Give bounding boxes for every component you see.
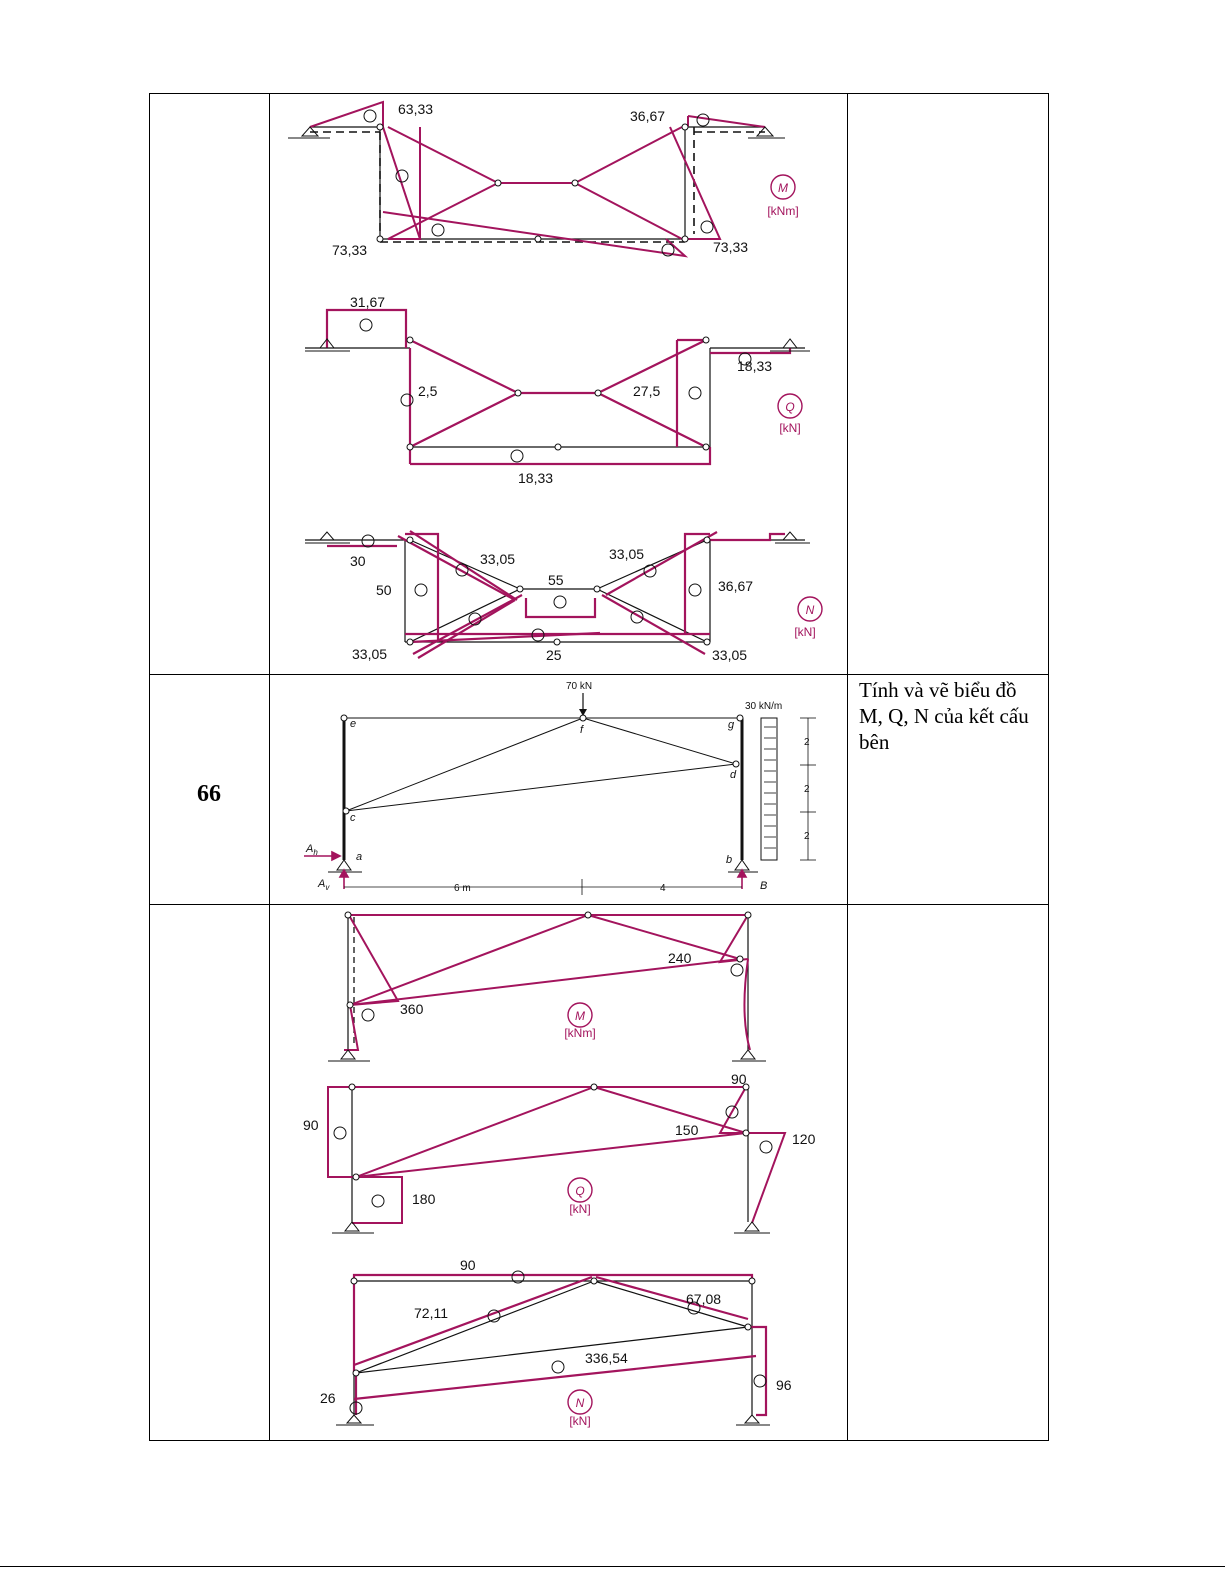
normal-force-diagram [305, 531, 822, 663]
node-label: c [350, 812, 356, 824]
value-label: 336,54 [585, 1350, 628, 1366]
diagram-symbol: Q [785, 400, 795, 414]
moment-diagram [288, 101, 799, 258]
value-label: 18,33 [737, 358, 773, 374]
unit-label: [kNm] [767, 204, 799, 218]
previous-exercise-diagrams [270, 94, 846, 674]
distributed-load-label: 30 kN/m [745, 701, 783, 712]
value-label: 90 [303, 1117, 319, 1133]
value-label: 36,67 [718, 578, 754, 594]
hinge-markers [407, 537, 710, 645]
value-label: 26 [320, 1390, 336, 1406]
diagram-symbol: M [778, 181, 788, 195]
span-dimension-lines [344, 879, 742, 895]
value-label: 30 [350, 553, 366, 569]
normal-force-diagram [320, 1257, 792, 1428]
reaction-label: $A_h$ [306, 843, 318, 857]
value-label: 18,33 [518, 470, 554, 486]
table-border-left [149, 93, 150, 1441]
exercise-number: 66 [197, 781, 221, 807]
value-label: 67,08 [686, 1291, 722, 1307]
value-label: 120 [792, 1131, 816, 1147]
value-label: 73,33 [332, 242, 368, 258]
diagram-symbol: N [805, 603, 815, 617]
diagram-symbol: M [575, 1009, 585, 1023]
page-footer-rule [0, 1566, 1225, 1567]
dimension-label: 2 [804, 737, 810, 748]
unit-label: [kN] [779, 421, 801, 435]
support-symbols [328, 1050, 766, 1061]
support-symbols [328, 860, 758, 872]
value-label: 50 [376, 582, 392, 598]
reaction-label: $A_v$ [318, 878, 330, 892]
support-symbols [336, 1415, 770, 1425]
distributed-load [761, 718, 777, 860]
moment-diagram [328, 912, 766, 1061]
reaction-arrows [304, 852, 746, 889]
value-label: 240 [668, 950, 692, 966]
value-label: 150 [675, 1122, 699, 1138]
support-symbols [305, 532, 810, 543]
node-label: e [350, 718, 357, 730]
distributed-load-arrows [764, 727, 776, 848]
node-label: d [730, 769, 737, 781]
diagram-symbol: Q [575, 1184, 585, 1198]
dimension-label: 4 [660, 883, 666, 894]
table-border-bottom [149, 1440, 1049, 1441]
dimension-label: 2 [804, 784, 810, 795]
unit-label: [kN] [569, 1414, 591, 1428]
value-label: 55 [548, 572, 564, 588]
exercise-66-diagrams [270, 905, 846, 1440]
node-label: a [356, 851, 363, 863]
exercise-66-structure [270, 675, 846, 903]
support-symbols [305, 339, 810, 351]
unit-label: [kNm] [564, 1026, 596, 1040]
shear-shape [327, 310, 790, 464]
value-label: 360 [400, 1001, 424, 1017]
value-label: 90 [460, 1257, 476, 1273]
shear-diagram [303, 1071, 816, 1233]
hinge-markers [341, 715, 743, 814]
unit-label: [kN] [569, 1202, 591, 1216]
value-label: 25 [546, 647, 562, 663]
value-label: 33,05 [352, 646, 388, 662]
value-label: 63,33 [398, 101, 434, 117]
value-label: 33,05 [609, 546, 645, 562]
shear-shape [328, 1087, 785, 1223]
node-label: b [726, 854, 733, 866]
value-label: 180 [412, 1191, 436, 1207]
shear-diagram [305, 294, 810, 486]
reaction-label: B [760, 880, 768, 892]
frame-structure [305, 348, 805, 447]
diagram-symbol: N [575, 1396, 585, 1410]
sign-circles [362, 535, 701, 641]
node-label: f [580, 724, 584, 736]
moment-shape [344, 915, 750, 1050]
value-label: 2,5 [418, 383, 438, 399]
value-label: 73,33 [713, 239, 749, 255]
table-border-right [1048, 93, 1049, 1441]
value-label: 33,05 [712, 647, 748, 663]
value-label: 90 [731, 1071, 747, 1087]
value-label: 36,67 [630, 108, 666, 124]
value-label: 33,05 [480, 551, 516, 567]
value-label: 72,11 [414, 1305, 448, 1321]
value-label: 27,5 [633, 383, 661, 399]
unit-label: [kN] [794, 625, 816, 639]
dimension-label: 6 m [454, 883, 471, 894]
point-load-arrowhead [579, 709, 587, 716]
value-label: 31,67 [350, 294, 386, 310]
value-label: 96 [776, 1377, 792, 1393]
exercise-note: Tính và vẽ biểu đồ M, Q, N của kết cấu bên [859, 678, 1029, 754]
point-load-label: 70 kN [566, 681, 593, 692]
table-col-divider [847, 93, 848, 1441]
frame-structure [344, 718, 742, 860]
node-label: g [728, 719, 735, 731]
dimension-label: 2 [804, 831, 810, 842]
